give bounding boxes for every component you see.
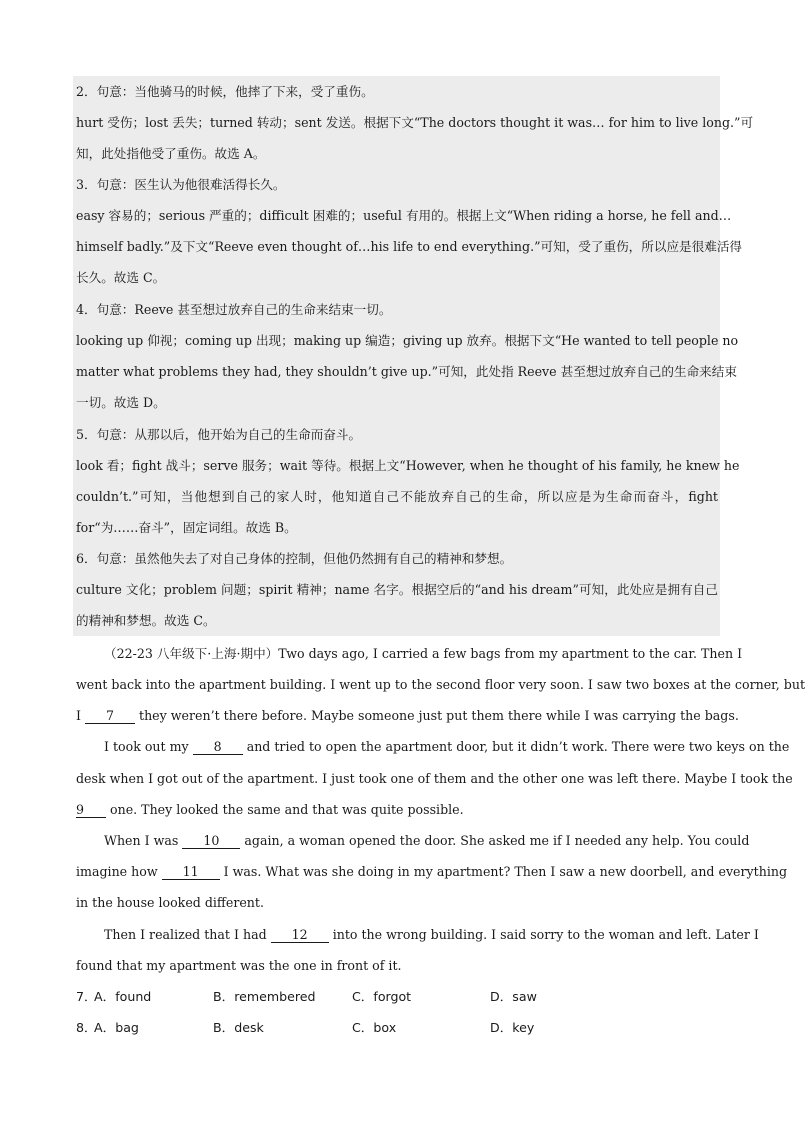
- explanation-line: 长久。故选 C。: [76, 270, 166, 285]
- passage-text: I was. What was she doing in my apartment? Then I saw a new doorbell, and everything: [223, 864, 788, 879]
- explanation-line: himself badly.”及下文“Reeve even thought of…his life to end everything.”可知，受了重伤，所以应是很难活得: [76, 239, 743, 254]
- passage-line: [104, 738, 790, 756]
- explanation-line: 6．句意：虽然他失去了对自己身体的控制，但他仍然拥有自己的精神和梦想。: [76, 551, 513, 566]
- passage-text: I took out my: [104, 739, 189, 754]
- explanation-line: 一切。故选 D。: [76, 395, 166, 410]
- passage-line: [76, 707, 739, 725]
- option-a[interactable]: A．bag: [94, 1020, 139, 1035]
- blank-8: 8: [193, 739, 243, 755]
- option-b[interactable]: B．remembered: [213, 989, 316, 1004]
- question-number: 7．: [76, 989, 97, 1004]
- blank-10: 10: [182, 833, 240, 849]
- explanation-line: looking up 仰视；coming up 出现；making up 编造；giving up 放弃。根据下文“He wanted to tell people no: [76, 333, 739, 348]
- passage-text: one. They looked the same and that was quite possible.: [110, 802, 464, 817]
- explanation-line: hurt 受伤；lost 丢失；turned 转动；sent 发送。根据下文“The doctors thought it was… for him to live long.”可: [76, 115, 754, 130]
- passage-line: [76, 801, 718, 819]
- passage-line: [104, 926, 759, 944]
- passage-line: （22-23 八年级下·上海·期中）Two days ago, I carried a few bags from my apartment to the car. Then I: [104, 646, 743, 661]
- option-a[interactable]: A．found: [94, 989, 152, 1004]
- option-d[interactable]: D．saw: [490, 989, 537, 1004]
- explanation-line: 4．句意：Reeve 甚至想过放弃自己的生命来结束一切。: [76, 302, 392, 317]
- blank-11: 11: [162, 864, 220, 880]
- passage-text: into the wrong building. I said sorry to the woman and left. Later I: [332, 927, 759, 942]
- blank-9: 9: [76, 802, 106, 818]
- passage-text: they weren’t there before. Maybe someone just put them there while I was carrying the bags.: [139, 708, 739, 723]
- explanation-line: 2．句意：当他骑马的时候，他摔了下来，受了重伤。: [76, 84, 374, 99]
- explanation-line: matter what problems they had, they shouldn’t give up.”可知，此处指 Reeve 甚至想过放弃自己的生命来结束: [76, 364, 737, 379]
- passage-text: again, a woman opened the door. She asked me if I needed any help. You could: [244, 833, 750, 848]
- passage-line: [76, 863, 788, 881]
- explanation-line: easy 容易的；serious 严重的；difficult 困难的；useful 有用的。根据上文“When riding a horse, he fell and…: [76, 208, 732, 223]
- passage-text: imagine how: [76, 864, 158, 879]
- passage-line: in the house looked different.: [76, 895, 264, 910]
- passage-line: found that my apartment was the one in front of it.: [76, 958, 402, 973]
- explanation-line: look 看；fight 战斗；serve 服务；wait 等待。根据上文“However, when he thought of his family, he knew he: [76, 458, 740, 473]
- passage-line: went back into the apartment building. I went up to the second floor very soon. I saw two boxes at the corner, but: [76, 677, 805, 692]
- explanation-line: 知，此处指他受了重伤。故选 A。: [76, 146, 266, 161]
- passage-text: I: [76, 708, 81, 723]
- passage-text: Then I realized that I had: [104, 927, 267, 942]
- passage-line: desk when I got out of the apartment. I just took one of them and the other one was left there. Maybe I took the: [76, 771, 793, 786]
- blank-7: 7: [85, 708, 135, 724]
- passage-text: and tried to open the apartment door, but it didn’t work. There were two keys on the: [246, 739, 790, 754]
- blank-12: 12: [271, 927, 329, 943]
- passage-line: [104, 832, 750, 850]
- explanation-line: culture 文化；problem 问题；spirit 精神；name 名字。根据空后的“and his dream”可知，此处应是拥有自己: [76, 582, 718, 597]
- option-b[interactable]: B．desk: [213, 1020, 264, 1035]
- explanation-line: 的精神和梦想。故选 C。: [76, 613, 216, 628]
- explanation-line: 3．句意：医生认为他很难活得长久。: [76, 177, 286, 192]
- option-c[interactable]: C．forgot: [352, 989, 412, 1004]
- explanation-line: couldn’t.”可知，当他想到自己的家人时，他知道自己不能放弃自己的生命，所以应是为生命而奋斗，fight: [76, 489, 718, 504]
- option-c[interactable]: C．box: [352, 1020, 397, 1035]
- explanation-line: for“为……奋斗”，固定词组。故选 B。: [76, 520, 297, 535]
- explanation-line: 5．句意：从那以后，他开始为自己的生命而奋斗。: [76, 427, 362, 442]
- question-number: 8．: [76, 1020, 97, 1035]
- passage-text: When I was: [104, 833, 179, 848]
- option-d[interactable]: D．key: [490, 1020, 535, 1035]
